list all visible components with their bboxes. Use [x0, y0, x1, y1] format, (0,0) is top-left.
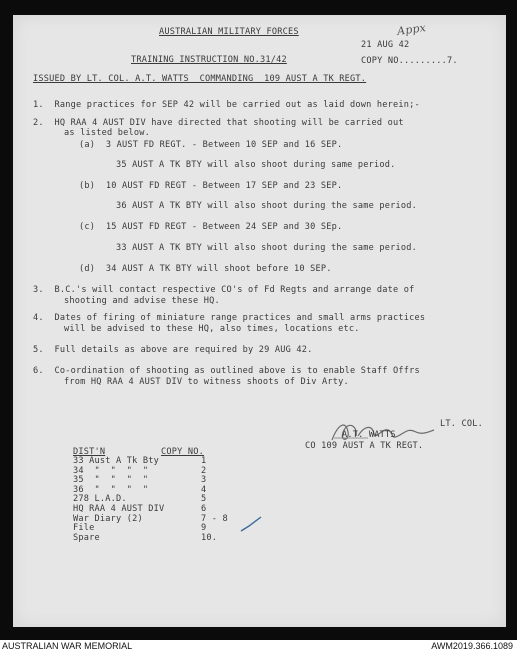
para-2-line-1: 2. HQ RAA 4 AUST DIV have directed that shooting will be carried out	[33, 118, 404, 128]
distribution-recipient: File	[73, 523, 95, 534]
para-2a-line-2: 35 AUST A TK BTY will also shoot during same period.	[116, 160, 396, 170]
signatory-rank: LT. COL.	[440, 419, 483, 429]
distribution-copy-number: 5	[201, 494, 207, 505]
para-3-line-1: 3. B.C.'s will contact respective CO's of Fd Regts and arrange date of	[33, 285, 415, 295]
copy-no-header: COPY NO.	[161, 447, 204, 457]
para-2d: (d) 34 AUST A TK BTY will shoot before 10 SEP.	[79, 264, 332, 274]
doc-date: 21 AUG 42	[361, 40, 410, 50]
distribution-copy-number: 2	[201, 465, 207, 476]
para-2c-line-1: (c) 15 AUST FD REGT - Between 24 SEP and 30 SEp.	[79, 222, 343, 232]
distribution-recipient: War Diary (2)	[73, 513, 143, 524]
distribution-copy-number: 7 - 8	[201, 513, 228, 524]
distribution-copy-number: 9	[201, 523, 207, 534]
para-1: 1. Range practices for SEP 42 will be carried out as laid down herein;-	[33, 100, 420, 110]
para-6-line-2: from HQ RAA 4 AUST DIV to witness shoots of Div Arty.	[64, 377, 349, 387]
para-4-line-1: 4. Dates of firing of miniature range practices and small arms practices	[33, 313, 426, 323]
copy-number: COPY NO.........7.	[361, 56, 458, 66]
para-4-line-2: will be advised to these HQ, also times, locations etc.	[64, 324, 360, 334]
instruction-number: TRAINING INSTRUCTION NO.31/42	[131, 55, 287, 65]
para-2-line-2: as listed below.	[64, 128, 150, 138]
distribution-copy-number: 6	[201, 504, 207, 514]
para-5: 5. Full details as above are required by 29 AUG 42.	[33, 345, 313, 355]
para-2c-line-2: 33 AUST A TK BTY will also shoot during the same period.	[116, 243, 417, 253]
signatory-name: A.T. WATTS	[342, 430, 396, 440]
distribution-recipient: 34 " " " "	[73, 465, 149, 476]
check-mark-icon	[239, 515, 263, 537]
para-3-line-2: shooting and advise these HQ.	[64, 296, 220, 306]
para-6-line-1: 6. Co-ordination of shooting as outlined above is to enable Staff Offrs	[33, 366, 420, 376]
distribution-copy-number: 3	[201, 475, 207, 486]
distribution-header: DIST'N	[73, 447, 106, 457]
distribution-copy-number: 4	[201, 484, 207, 495]
doc-title: AUSTRALIAN MILITARY FORCES	[159, 27, 299, 37]
para-2b-line-2: 36 AUST A TK BTY will also shoot during the same period.	[116, 201, 417, 211]
distribution-recipient: 278 L.A.D.	[73, 494, 127, 505]
footer-left: AUSTRALIAN WAR MEMORIAL	[2, 641, 133, 651]
distribution-recipient: Spare	[73, 532, 100, 543]
distribution-recipient: 36 " " " "	[73, 484, 149, 495]
footer-right: AWM2019.366.1089	[431, 641, 513, 651]
para-2a-line-1: (a) 3 AUST FD REGT. - Between 10 SEP and 16 SEP.	[79, 140, 343, 150]
document-page	[13, 15, 506, 627]
handwritten-appx: Appx	[396, 21, 427, 38]
distribution-copy-number: 10.	[201, 532, 218, 543]
distribution-copy-number: 1	[201, 456, 207, 466]
issued-by: ISSUED BY LT. COL. A.T. WATTS COMMANDING 109 AUST A TK REGT.	[33, 74, 367, 84]
para-2b-line-1: (b) 10 AUST FD REGT - Between 17 SEP and 23 SEP.	[79, 181, 343, 191]
signatory-unit: CO 109 AUST A TK REGT.	[305, 441, 424, 451]
distribution-recipient: 35 " " " "	[73, 475, 149, 486]
distribution-recipient: 33 Aust A Tk Bty	[73, 456, 159, 466]
distribution-recipient: HQ RAA 4 AUST DIV	[73, 504, 165, 514]
